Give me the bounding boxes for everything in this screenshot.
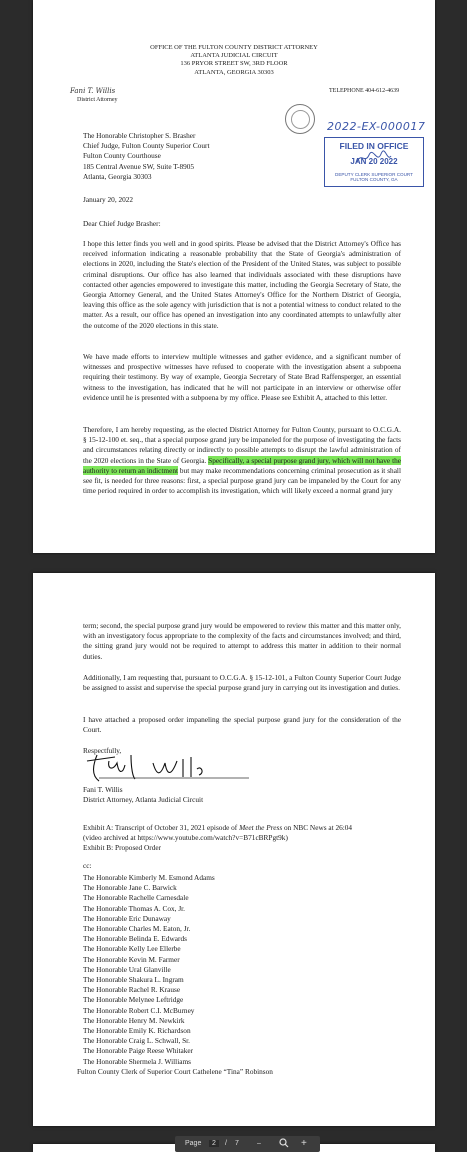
cc-recipient: The Honorable Henry M. Newkirk <box>83 1015 185 1025</box>
paragraph-3 <box>83 425 401 496</box>
letterhead-city: ATLANTA, GEORGIA 30303 <box>194 68 274 76</box>
exhibit-b: Exhibit B: Proposed Order <box>83 843 162 853</box>
cc-label: cc: <box>83 861 92 870</box>
paragraph-3-part-a: Therefore, I am hereby requesting, as the elected District Attorney for Fulton County, pursuant to O.C.G.A. § 15-12-100 et. seq., that a special purpose grand jury be impaneled for the purpose of investigating the facts and circumstances relating directly or indirectly to possible attempts to disrupt the lawful administration of the 2020 elections in the State of Georgia. <box>83 425 401 465</box>
exhibit-a-show: Meet the Press <box>239 823 283 832</box>
cc-clerk: Fulton County Clerk of Superior Court Cathelene “Tina” Robinson <box>77 1067 273 1076</box>
stamp-county: FULTON COUNTY, GA <box>350 177 398 183</box>
cc-recipient: The Honorable Charles M. Eaton, Jr. <box>83 924 191 934</box>
address-line: Fulton County Courthouse <box>83 151 161 161</box>
salutation: Dear Chief Judge Brasher: <box>83 219 161 228</box>
p2-paragraph-3: I have attached a proposed order impaneling the special purpose grand jury for the consideration of the Court. <box>83 715 401 735</box>
cc-recipient: The Honorable Rachel R. Krause <box>83 985 181 995</box>
paragraph-1: I hope this letter finds you well and in good spirits. Please be advised that the District Attorney's Office has received information indicating a reasonable probability that the State of Georgia's administration of elections in 2020, including the State's election of the President of the United States, was subject to possible criminal disruptions. Our office has also learned that individuals associated with these disruptions have contacted other agencies empowered to investigate this matter, including the Georgia Secretary of State, the Georgia Attorney General, and the United States Attorney's Office for the Northern District of Georgia, leaving this office as the sole agency with jurisdiction that is not a potential witness to conduct related to the matter. As a result, our office has opened an investigation into any coordinated attempts to unlawfully alter the outcome of the 2020 elections in this state. <box>83 239 401 330</box>
cc-list <box>83 873 215 1067</box>
cc-recipient: The Honorable Shakura L. Ingram <box>83 975 184 985</box>
cc-recipient: The Honorable Kimberly M. Esmond Adams <box>83 873 215 882</box>
cc-recipient: The Honorable Paige Reese Whitaker <box>83 1046 194 1056</box>
letterhead-title: District Attorney <box>77 97 118 103</box>
signer-title: District Attorney, Atlanta Judicial Circuit <box>83 795 204 805</box>
stamp-clerk: DEPUTY CLERK SUPERIOR COURT <box>335 172 413 177</box>
paragraph-3-part-b: but may make recommendations concerning criminal prosecution as it shall see fit, is needed for three reasons: first, a special purpose grand jury can be impaneled by the Court for any time period required in order to accomplish its investigation, which will likely exceed a normal grand jury <box>83 465 401 496</box>
letterhead-circuit: ATLANTA JUDICIAL CIRCUIT <box>190 52 278 60</box>
exhibit-a-text: Exhibit A: Transcript of October 31, 2021 episode of <box>83 823 240 832</box>
address-line: Chief Judge, Fulton County Superior Court <box>83 141 210 151</box>
exhibits <box>83 823 352 854</box>
cc-recipient: The Honorable Kelly Lee Ellerbe <box>83 944 181 954</box>
highlighted-text[interactable]: Specifically, a special purpose grand jury, which will not have the authority to return an indictment <box>83 455 401 475</box>
letterhead-telephone: TELEPHONE 404-612-4639 <box>329 88 400 94</box>
cc-recipient: The Honorable Shermela J. Williams <box>83 1056 191 1066</box>
page-label: Page <box>185 1140 202 1147</box>
letterhead-street: 136 PRYOR STREET SW, 3RD FLOOR <box>180 60 288 68</box>
page-number-input[interactable]: 2 <box>209 1140 219 1147</box>
p2-paragraph-1: term; second, the special purpose grand jury would be empowered to review this matter and this matter only, with an investigatory focus appropriate to the complexity of the facts and circumstances involved; and third, the sitting grand jury would not be required to attempt to address this matter in addition to their normal duties. <box>83 621 401 661</box>
address-line: The Honorable Christopher S. Brasher <box>83 131 196 140</box>
cc-recipient: The Honorable Ural Glanville <box>83 964 171 974</box>
address-line: 185 Central Avenue SW, Suite T-8905 <box>83 161 195 171</box>
signer-block <box>83 785 203 805</box>
page-total: 7 <box>235 1140 239 1147</box>
cc-recipient: The Honorable Thomas A. Cox, Jr. <box>83 903 186 913</box>
cc-recipient: The Honorable Melynee Leftridge <box>83 995 184 1005</box>
paragraph-2: We have made efforts to interview multiple witnesses and gather evidence, and a significant number of witnesses and prospective witnesses have refused to cooperate with the investigation absent a subpoena requiring their testimony. By way of example, Georgia Secretary of State Brad Raffensperger, an essential witness to the investigation, has indicated that he will not participate in an interview or otherwise offer evidence until he is presented with a subpoena by my office. Please see Exhibit A, attached to this letter. <box>83 352 401 402</box>
address-line: Atlanta, Georgia 30303 <box>83 171 152 181</box>
letterhead-signature: Fani T. Willis <box>70 87 116 95</box>
cc-recipient: The Honorable Belinda E. Edwards <box>83 934 187 944</box>
cc-recipient: The Honorable Robert C.I. McBurney <box>83 1005 195 1015</box>
zoom-out-icon[interactable]: – <box>257 1140 261 1147</box>
closing: Respectfully, <box>83 746 122 755</box>
exhibit-a <box>83 823 352 833</box>
cc-recipient: The Honorable Jane C. Barwick <box>83 883 177 893</box>
pdf-toolbar <box>175 1136 320 1152</box>
clerk-initials-icon <box>355 150 393 166</box>
filed-date: JAN 20 2022 <box>350 157 398 166</box>
county-seal-icon <box>285 104 315 134</box>
handwritten-signature-icon <box>79 751 259 785</box>
p2-paragraph-2: Additionally, I am requesting that, pursuant to O.C.G.A. § 15-12-101, a Fulton County Superior Court Judge be assigned to assist and supervise the special purpose grand jury in carrying out its investigation and duties. <box>83 673 401 693</box>
cc-recipient: The Honorable Emily K. Richardson <box>83 1026 191 1036</box>
cc-recipient: The Honorable Rachelle Carnesdale <box>83 893 189 903</box>
exhibit-a-text-2: on NBC News at 26:04 <box>282 823 353 832</box>
cc-recipient: The Honorable Craig L. Schwall, Sr. <box>83 1036 190 1046</box>
filed-label: FILED IN OFFICE <box>339 141 409 151</box>
document-page-2 <box>33 573 435 1126</box>
case-number: 2022-EX-000017 <box>327 120 426 133</box>
page-separator: / <box>225 1140 227 1147</box>
signer-name: Fani T. Willis <box>83 785 123 794</box>
cc-recipient: The Honorable Kevin M. Farmer <box>83 954 180 964</box>
exhibit-a-link[interactable]: (video archived at https://www.youtube.com/watch?v=B71cBRPgt9k) <box>83 833 288 843</box>
letterhead <box>33 44 435 77</box>
zoom-in-icon[interactable]: + <box>301 1138 307 1149</box>
document-page-1 <box>33 0 435 553</box>
letter-date: January 20, 2022 <box>83 195 134 204</box>
cc-recipient: The Honorable Eric Dunaway <box>83 913 171 923</box>
filed-clerk <box>325 172 423 182</box>
letterhead-office: OFFICE OF THE FULTON COUNTY DISTRICT ATTORNEY <box>150 44 318 51</box>
magnifier-icon[interactable] <box>279 1138 289 1150</box>
recipient-address <box>83 131 209 182</box>
